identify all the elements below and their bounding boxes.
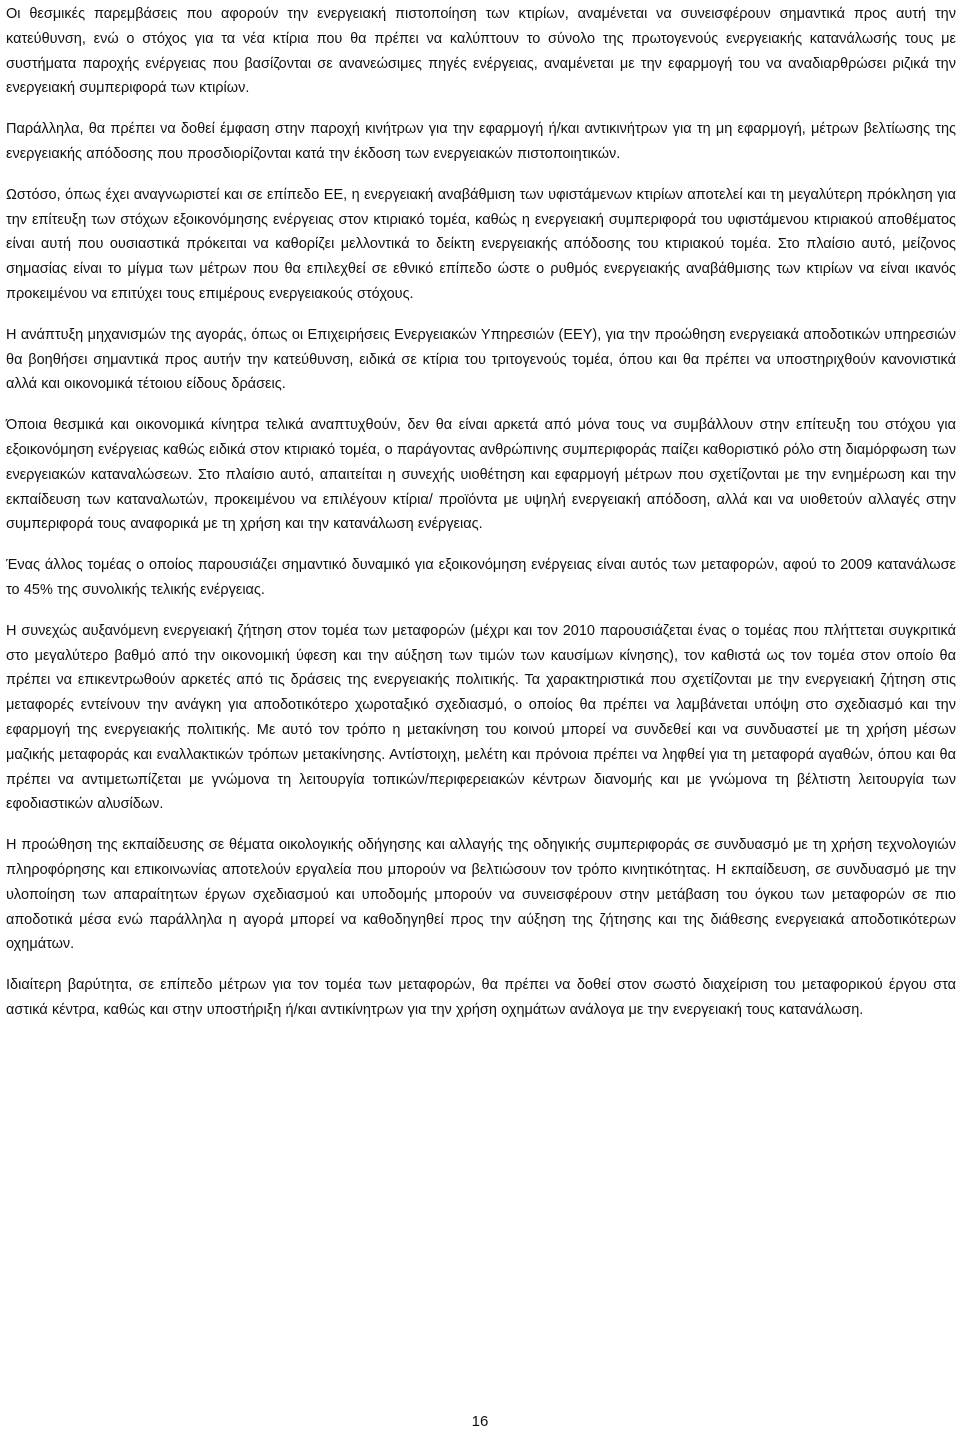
paragraph-3: Ωστόσο, όπως έχει αναγνωριστεί και σε επίπεδο ΕΕ, η ενεργειακή αναβάθμιση των υφιστάμενων κτιρίων αποτελεί και τη μεγαλύτερη πρόκληση για την επίτευξη των στόχων εξοικονόμησης ενέργειας στον κτιριακό τομέα, καθώς η ενεργειακή συμπεριφορά του υφιστάμενου κτιριακού αποθέματος είναι αυτή που ουσιαστικά πρόκειται να καθορίζει μελλοντικά το δείκτη ενεργειακής απόδοσης του κτιριακού τομέα. Στο πλαίσιο αυτό, μείζονος σημασίας είναι το μίγμα των μέτρων που θα επιλεχθεί σε εθνικό επίπεδο ώστε ο ρυθμός ενεργειακής αναβάθμισης των κτιρίων να είναι ικανός προκειμένου να επιτύχει τους επιμέρους ενεργειακούς στόχους. — [6, 186, 956, 302]
paragraph-6: Ένας άλλος τομέας ο οποίος παρουσιάζει σημαντικό δυναμικό για εξοικονόμηση ενέργειας είναι αυτός των μεταφορών, αφού το 2009 κατανάλωσε το 45% της συνολικής τελικής ενέργειας. — [6, 557, 956, 598]
paragraph-9: Ιδιαίτερη βαρύτητα, σε επίπεδο μέτρων για τον τομέα των μεταφορών, θα πρέπει να δοθεί στον σωστό διαχείριση του μεταφορικού έργου στα αστικά κέντρα, καθώς και στην υποστήριξη ή/και αντικίνητρων για την χρήση οχημάτων ανάλογα με την ενεργειακή τους κατανάλωση. — [6, 977, 956, 1018]
paragraph-8: Η προώθηση της εκπαίδευσης σε θέματα οικολογικής οδήγησης και αλλαγής της οδηγικής συμπεριφοράς σε συνδυασμό με τη χρήση τεχνολογιών πληροφόρησης και επικοινωνίας αποτελούν εργαλεία που μπορούν να βελτιώσουν τον τρόπο κινητικότητας. Η εκπαίδευση, σε συνδυασμό με την υλοποίηση των απαραίτητων έργων σχεδιασμού και υποδομής μπορούν να συνεισφέρουν στην μετάβαση του όγκου των μεταφορών σε πιο αποδοτικά μέσα ενώ παράλληλα η αγορά μπορεί να καθοδηγηθεί προς την αύξηση της ζήτησης και της διάθεσης ενεργειακά αποδοτικότερων οχημάτων. — [6, 837, 956, 953]
document-body — [6, 2, 956, 1039]
paragraph-7: Η συνεχώς αυξανόμενη ενεργειακή ζήτηση στον τομέα των μεταφορών (μέχρι και τον 2010 παρουσιάζεται ένας ο τομέας που πλήττεται συγκριτικά στο μεγαλύτερο βαθμό από την οικονομική ύφεση και την αύξηση των τιμών των καυσίμων κίνησης), τον καθιστά ως τον τομέα στον οποίο θα πρέπει να επικεντρωθούν αρκετές από τις δράσεις της ενεργειακής πολιτικής. Τα χαρακτηριστικά που σχετίζονται με την ενεργειακή ζήτηση στις μεταφορές εντείνουν την ανάγκη για αποδοτικότερο χωροταξικό σχεδιασμό, ο οποίος θα πρέπει να λαμβάνεται υπόψη στο σχεδιασμό και την εφαρμογή της ενεργειακής πολιτικής. Με αυτό τον τρόπο η μετακίνηση του κοινού μπορεί να συνδεθεί και να συνδυαστεί με τη χρήση μέσων μαζικής μεταφοράς και εναλλακτικών τρόπων μετακίνησης. Αντίστοιχη, μελέτη και πρόνοια πρέπει να ληφθεί για τη μεταφορά αγαθών, όπου και θα πρέπει να αντιμετωπίζεται με γνώμονα τη λειτουργία τοπικών/περιφερειακών κέντρων διανομής και με γνώμονα τη βέλτιστη λειτουργία των εφοδιαστικών αλυσίδων. — [6, 622, 956, 813]
paragraph-4: Η ανάπτυξη μηχανισμών της αγοράς, όπως οι Επιχειρήσεις Ενεργειακών Υπηρεσιών (ΕΕΥ), για την προώθηση ενεργειακά αποδοτικών υπηρεσιών θα βοηθήσει σημαντικά προς αυτήν την κατεύθυνση, ειδικά σε κτίρια του τριτογενούς τομέα, όπου και θα πρέπει να υποστηριχθούν κανονιστικά αλλά και οικονομικά τέτοιου είδους δράσεις. — [6, 326, 956, 393]
paragraph-5: Όποια θεσμικά και οικονομικά κίνητρα τελικά αναπτυχθούν, δεν θα είναι αρκετά από μόνα τους να συμβάλλουν στην επίτευξη του στόχου για εξοικονόμηση ενέργειας καθώς ειδικά στον κτιριακό τομέα, ο παράγοντας ανθρώπινης συμπεριφοράς παίζει καθοριστικό ρόλο στη διαμόρφωση των ενεργειακών καταναλώσεων. Στο πλαίσιο αυτό, απαιτείται η συνεχής υιοθέτηση και εφαρμογή μέτρων που σχετίζονται με την ενημέρωση και την εκπαίδευση των καταναλωτών, προκειμένου να επιλέγουν κτίρια/ προϊόντα με υψηλή ενεργειακή απόδοση, αλλά και να υιοθετούν αλλαγές στην συμπεριφορά τους αναφορικά με τη χρήση και την κατανάλωση ενέργειας. — [6, 417, 956, 533]
paragraph-2: Παράλληλα, θα πρέπει να δοθεί έμφαση στην παροχή κινήτρων για την εφαρμογή ή/και αντικινήτρων για τη μη εφαρμογή, μέτρων βελτίωσης της ενεργειακής απόδοσης που προσδιορίζονται κατά την έκδοση των ενεργειακών πιστοποιητικών. — [6, 121, 956, 162]
paragraph-1: Οι θεσμικές παρεμβάσεις που αφορούν την ενεργειακή πιστοποίηση των κτιρίων, αναμένεται να συνεισφέρουν σημαντικά προς αυτή την κατεύθυνση, ενώ ο στόχος για τα νέα κτίρια που θα πρέπει να καλύπτουν το σύνολο της πρωτογενούς ενεργειακής κατανάλωσής τους με συστήματα παροχής ενέργειας που βασίζονται σε ανανεώσιμες πηγές ενέργειας, αναμένεται με την εφαρμογή του να αναδιαρθρώσει ριζικά την ενεργειακή συμπεριφορά των κτιρίων. — [6, 6, 956, 97]
page-number: 16 — [471, 1413, 489, 1430]
